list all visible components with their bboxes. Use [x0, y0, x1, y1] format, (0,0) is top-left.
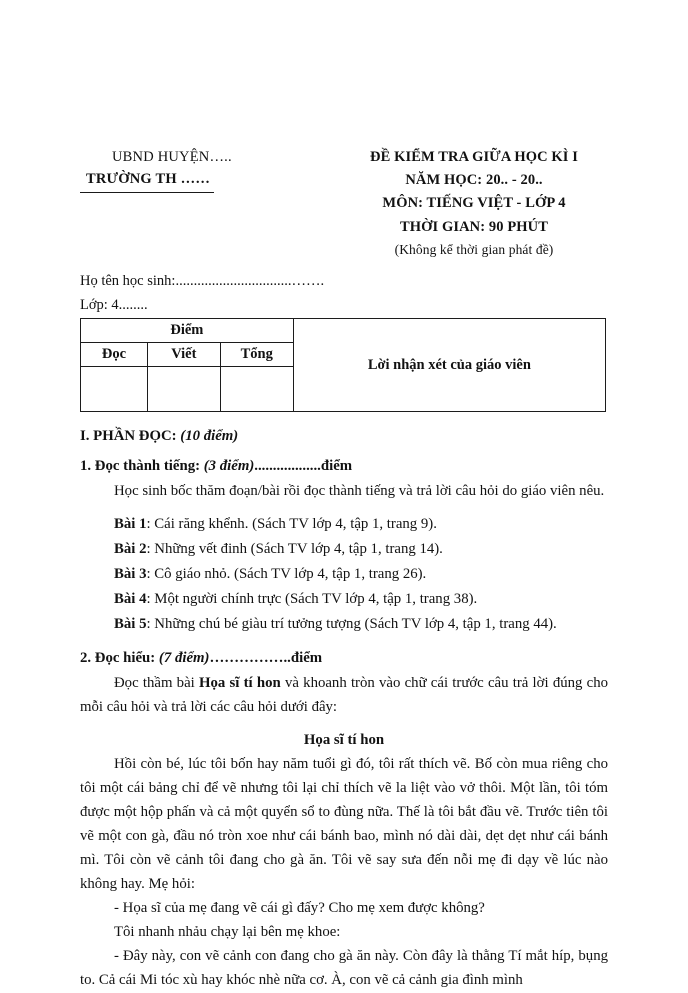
reading-comprehension-instruction: [80, 672, 608, 720]
part1-heading-label: I. PHẦN ĐỌC:: [80, 428, 177, 445]
duration-note: (Không kể thời gian phát đề): [394, 241, 554, 257]
instruction-story-name: Họa sĩ tí hon: [199, 675, 281, 691]
part1-heading: [80, 428, 608, 445]
score-col-total: Tổng: [220, 343, 293, 367]
teacher-comment-header: Lời nhận xét của giáo viên: [293, 319, 605, 412]
list-item-text: : Những vết đinh (Sách TV lớp 4, tập 1, trang 14).: [146, 541, 443, 558]
list-item-text: : Cô giáo nhỏ. (Sách TV lớp 4, tập 1, trang 26).: [146, 566, 427, 583]
list-item-label: Bài 4: [114, 591, 147, 608]
list-item: [80, 613, 608, 637]
document-body: [80, 146, 608, 993]
story-paragraph: Tôi nhanh nhảu chạy lại bên mẹ khoe:: [114, 923, 341, 940]
score-value-writing[interactable]: [147, 367, 220, 412]
reading-aloud-dots: ..................điểm: [254, 458, 353, 475]
score-col-reading: Đọc: [81, 343, 148, 367]
reading-aloud-points: (3 điểm): [203, 458, 255, 475]
score-col-writing: Viết: [147, 343, 220, 367]
list-item-text: : Một người chính trực (Sách TV lớp 4, tập 1, trang 38).: [146, 591, 478, 608]
reading-comprehension-points: (7 điểm): [158, 650, 210, 666]
list-item-label: Bài 5: [114, 616, 147, 633]
list-item-label: Bài 1: [114, 516, 147, 533]
student-name-field[interactable]: Họ tên học sinh:................................…….: [80, 273, 325, 290]
score-value-reading[interactable]: [81, 367, 148, 412]
duration: THỜI GIAN: 90 PHÚT: [399, 218, 549, 235]
score-header-cell: Điểm: [81, 319, 294, 343]
list-item-label: Bài 2: [114, 541, 147, 558]
reading-aloud-label: 1. Đọc thành tiếng:: [80, 458, 201, 475]
header-right-block: [340, 146, 608, 260]
reading-aloud-list: [80, 513, 608, 637]
list-item: [80, 538, 608, 562]
score-value-total[interactable]: [220, 367, 293, 412]
list-item: [80, 563, 608, 587]
story-paragraph: - Đây này, con vẽ cảnh con đang cho gà ăn này. Còn đây là thằng Tí mắt híp, bụng to. Cả cái Mi tóc xù hay khóc nhè nữa cơ. À, con vẽ cả cảnh gia đình mình: [80, 947, 608, 988]
student-info: [80, 270, 380, 318]
story-paragraph: Hồi còn bé, lúc tôi bốn hay năm tuổi gì đó, tôi rất thích vẽ. Bố còn mua riêng cho tôi một cái bảng chỉ để vẽ nhưng tôi lại chỉ thích vẽ la liệt vào vở thôi. Một lần, tôi tóm được một hộp phấn và cả một quyển sổ to đùng nữa. Thế là tôi bắt đầu vẽ. Trước tiên tôi vẽ một con gà, đầu nó tròn xoe như cái bánh bao, mình nó dài dài, dẹt dẹt như cái bánh mì. Tôi còn vẽ cảnh tôi đang cho gà ăn. Tôi vẽ say sưa đến nỗi mẹ đi dạy về lúc nào không hay. Mẹ hỏi:: [80, 755, 608, 892]
list-item-label: Bài 3: [114, 566, 147, 583]
organization-name: UBND HUYỆN…..: [112, 149, 232, 165]
school-name: TRƯỜNG TH ……: [80, 168, 214, 192]
subject: MÔN: TIẾNG VIỆT - LỚP 4: [382, 195, 566, 212]
reading-comprehension-label: 2. Đọc hiểu:: [80, 650, 156, 666]
list-item-text: : Cái răng khểnh. (Sách TV lớp 4, tập 1, trang 9).: [146, 516, 437, 533]
school-year: NĂM HỌC: 20.. - 20..: [405, 172, 543, 189]
reading-aloud-heading: [80, 458, 608, 475]
story-paragraph: - Họa sĩ của mẹ đang vẽ cái gì đấy? Cho mẹ xem được không?: [114, 899, 485, 916]
part1-heading-points: (10 điểm): [180, 428, 239, 445]
list-item: [80, 588, 608, 612]
reading-aloud-instruction: Học sinh bốc thăm đoạn/bài rồi đọc thành tiếng và trả lời câu hỏi do giáo viên nêu.: [114, 483, 605, 500]
header-left-block: [80, 146, 330, 193]
list-item: [80, 513, 608, 537]
document-header: [80, 146, 608, 260]
score-table: [80, 318, 606, 412]
story-title: Họa sĩ tí hon: [303, 731, 385, 748]
table-row: [81, 319, 606, 343]
reading-comprehension-heading: [80, 650, 608, 667]
reading-comprehension-dots: ……………..điểm: [209, 650, 323, 666]
list-item-text: : Những chú bé giàu trí tưởng tượng (Sách TV lớp 4, tập 1, trang 44).: [146, 616, 557, 633]
student-class-field[interactable]: Lớp: 4........: [80, 297, 148, 314]
instruction-post: và khoanh tròn vào chữ cái trước câu trả lời đúng cho mỗi câu hỏi và trả lời các câu hỏi dưới đây:: [80, 675, 608, 715]
exam-title: ĐỀ KIỂM TRA GIỮA HỌC KÌ I: [370, 149, 578, 165]
instruction-pre: Đọc thầm bài: [114, 675, 199, 691]
